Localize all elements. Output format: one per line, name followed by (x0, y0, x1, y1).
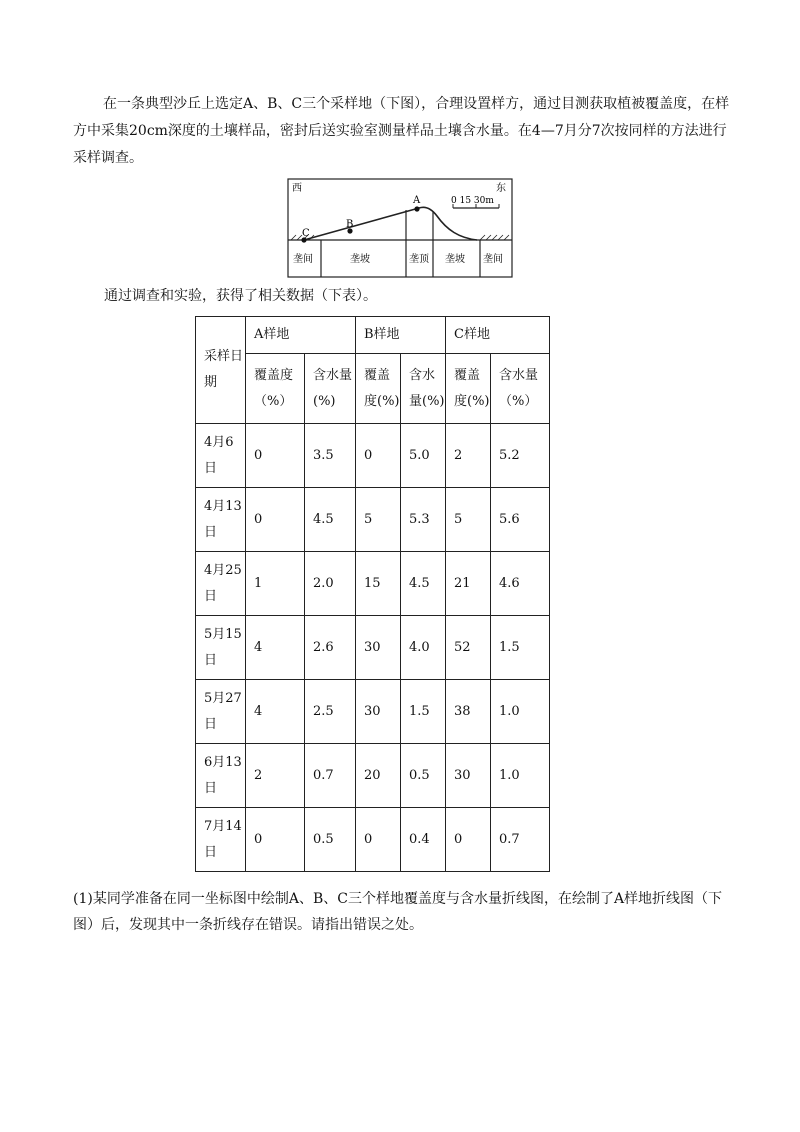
point-a (414, 206, 419, 211)
cell-value: 20 (356, 744, 401, 808)
cell-value: 30 (446, 744, 491, 808)
table-row (196, 424, 550, 488)
cell-value: 0 (246, 808, 305, 872)
cell-value: 0 (356, 424, 401, 488)
row-date: 5月27日 (196, 680, 246, 744)
table-row (196, 744, 550, 808)
cell-value: 30 (356, 616, 401, 680)
cell-value: 4.6 (491, 552, 550, 616)
cell-value: 1.0 (491, 680, 550, 744)
sub-header-c-moisture: 含水量（%） (491, 354, 550, 424)
cell-value: 1.5 (491, 616, 550, 680)
cell-value: 4.0 (401, 616, 446, 680)
row-date: 4月6日 (196, 424, 246, 488)
cell-value: 38 (446, 680, 491, 744)
table-row (196, 808, 550, 872)
sub-header-a-moisture: 含水量(%) (305, 354, 356, 424)
cell-value: 2.5 (305, 680, 356, 744)
cell-value: 5.6 (491, 488, 550, 552)
segment-label-2: 垄坡 (350, 254, 370, 265)
table-row (196, 680, 550, 744)
cell-value: 0.4 (401, 808, 446, 872)
west-label: 西 (292, 183, 302, 194)
table-row (196, 488, 550, 552)
cell-value: 1.5 (401, 680, 446, 744)
cell-value: 0.7 (305, 744, 356, 808)
scale-label: 0 15 30m (451, 196, 494, 206)
cell-value: 2 (246, 744, 305, 808)
cell-value: 1.0 (491, 744, 550, 808)
sub-header-b-coverage: 覆盖度(%) (356, 354, 401, 424)
cell-value: 15 (356, 552, 401, 616)
date-header-cell (196, 317, 246, 424)
sub-header-c-coverage: 覆盖度(%) (446, 354, 491, 424)
row-date: 7月14日 (196, 808, 246, 872)
segment-label-4: 垄坡 (445, 254, 465, 265)
cell-value: 30 (356, 680, 401, 744)
cell-value: 0.7 (491, 808, 550, 872)
table-intro-paragraph: 通过调查和实验，获得了相关数据（下表）。 (104, 288, 377, 304)
cell-value: 5 (446, 488, 491, 552)
site-a-header: A样地 (246, 317, 356, 354)
cell-value: 2 (446, 424, 491, 488)
cell-value: 4 (246, 680, 305, 744)
site-b-header: B样地 (356, 317, 446, 354)
cell-value: 5.3 (401, 488, 446, 552)
cell-value: 4.5 (305, 488, 356, 552)
table-header-row (196, 317, 550, 354)
table-subheader-row (196, 354, 550, 424)
cell-value: 5.2 (491, 424, 550, 488)
segment-label-5: 垄间 (483, 254, 503, 265)
cell-value: 0 (356, 808, 401, 872)
cell-value: 0.5 (305, 808, 356, 872)
segment-label-1: 垄间 (293, 254, 313, 265)
site-c-header: C样地 (446, 317, 550, 354)
cell-value: 52 (446, 616, 491, 680)
cell-value: 5.0 (401, 424, 446, 488)
cell-value: 0 (246, 424, 305, 488)
cell-value: 5 (356, 488, 401, 552)
point-b-label: B (346, 219, 354, 230)
east-label: 东 (496, 183, 506, 194)
cell-value: 3.5 (305, 424, 356, 488)
date-header: 采样日期 (204, 349, 244, 390)
dune-profile-diagram (287, 178, 513, 278)
dune-curve (304, 207, 477, 240)
cell-value: 4 (246, 616, 305, 680)
row-date: 5月15日 (196, 616, 246, 680)
table-row (196, 616, 550, 680)
question-paragraph: (1)某同学准备在同一坐标图中绘制A、B、C三个样地覆盖度与含水量折线图，在绘制了A样地折线图（下图）后，发现其中一条折线存在错误。请指出错误之处。 (73, 891, 723, 933)
segment-label-3: 垄顶 (409, 254, 429, 265)
point-c-label: C (302, 228, 310, 239)
scale-bar (451, 196, 499, 208)
sub-header-b-moisture: 含水量(%) (401, 354, 446, 424)
point-a-label: A (413, 195, 421, 206)
intro-paragraph: 在一条典型沙丘上选定A、B、C三个采样地（下图），合理设置样方，通过目测获取植被覆盖度，在样方中采集20cm深度的土壤样品，密封后送实验室测量样品土壤含水量。在4—7月分7次按同样的方法进行采样调查。 (73, 96, 730, 166)
cell-value: 2.6 (305, 616, 356, 680)
cell-value: 4.5 (401, 552, 446, 616)
row-date: 4月25日 (196, 552, 246, 616)
segment-dividers (321, 210, 480, 277)
cell-value: 0 (246, 488, 305, 552)
cell-value: 21 (446, 552, 491, 616)
sampling-data-table (195, 316, 550, 872)
cell-value: 0.5 (401, 744, 446, 808)
diagram-frame (288, 179, 512, 277)
row-date: 4月13日 (196, 488, 246, 552)
sub-header-a-coverage: 覆盖度（%） (246, 354, 305, 424)
cell-value: 0 (446, 808, 491, 872)
cell-value: 1 (246, 552, 305, 616)
table-row (196, 552, 550, 616)
cell-value: 2.0 (305, 552, 356, 616)
row-date: 6月13日 (196, 744, 246, 808)
